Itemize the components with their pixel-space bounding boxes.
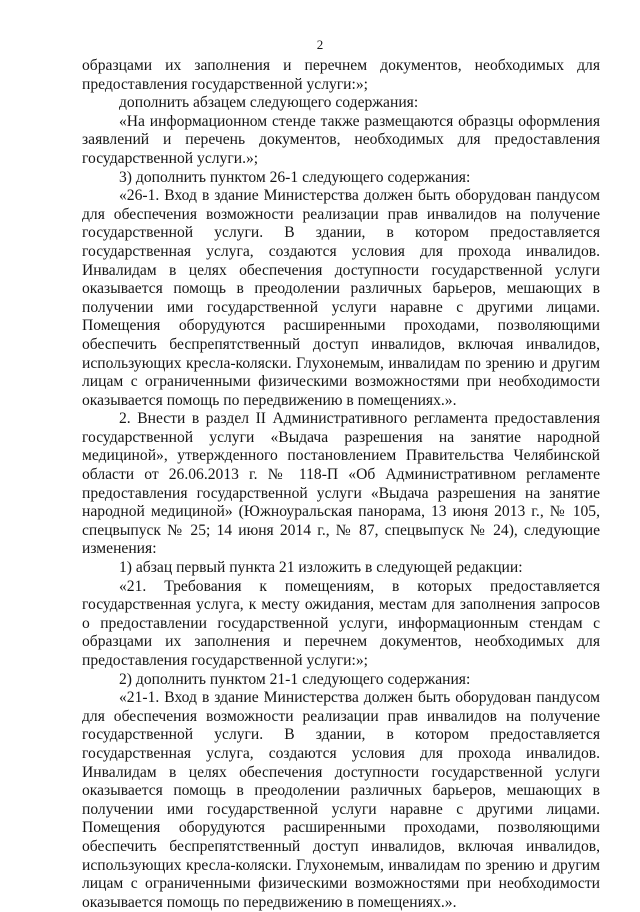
paragraph: «26-1. Вход в здание Министерства должен быть оборудован пандусом для обеспечения возможности реализации прав инвалидов на получение государственной услуги. В здании, в котором предоставляется государственная услуга, создаются условия для прохода инвалидов. Инвалидам в целях обеспечения доступности государственной услуги оказывается помощь в преодолении различных барьеров, мешающих в получении ими государственной услуги наравне с другими лицами. Помещения оборудуются расширенными проходами, позволяющими обеспечить беспрепятственный доступ инвалидов, включая инвалидов, использующих кресла-коляски. Глухонемым, инвалидам по зрению и другим лицам с ограниченными физическими возможностями при необходимости оказывается помощь по передвижению в помещениях.».	[82, 187, 600, 409]
paragraph: 2. Внести в раздел II Административного регламента предоставления государственной услуги «Выдача разрешения на занятие народной медициной», утвержденного постановлением Правительства Челябинской области от 26.06.2013 г. № 118-П «Об Административном регламенте предоставления государственной услуги «Выдача разрешения на занятие народной медициной» (Южноуральская панорама, 13 июня 2013 г., № 105, спецвыпуск № 25; 14 июня 2014 г., № 87, спецвыпуск № 24), следующие изменения:	[82, 410, 600, 558]
paragraph: 1) абзац первый пункта 21 изложить в следующей редакции:	[119, 559, 523, 577]
paragraph: 2) дополнить пунктом 21-1 следующего содержания:	[119, 670, 471, 688]
page-number: 2	[316, 37, 324, 52]
paragraph: 3) дополнить пунктом 26-1 следующего содержания:	[119, 168, 471, 186]
paragraph: «21. Требования к помещениям, в которых предоставляется государственная услуга, к месту ожидания, местам для заполнения запросов о предоставлении государственной услуги, информационным стендам с образцами их заполнения и перечнем документов, необходимых для предоставления государственной услуги:»;	[82, 577, 600, 669]
paragraph: «21-1. Вход в здание Министерства должен быть оборудован пандусом для обеспечения возможности реализации прав инвалидов на получение государственной услуги. В здании, в котором предоставляется государственная услуга, создаются условия для прохода инвалидов. Инвалидам в целях обеспечения доступности государственной услуги оказывается помощь в преодолении различных барьеров, мешающих в получении ими государственной услуги наравне с другими лицами. Помещения оборудуются расширенными проходами, позволяющими обеспечить беспрепятственный доступ инвалидов, включая инвалидов, использующих кресла-коляски. Глухонемым, инвалидам по зрению и другим лицам с ограниченными физическими возможностями при необходимости оказывается помощь по передвижению в помещениях.».	[82, 689, 600, 911]
document-body	[82, 57, 600, 912]
paragraph: «На информационном стенде также размещаются образцы оформления заявлений и перечень документов, необходимых для предоставления государственной услуги.»;	[82, 112, 600, 167]
paragraph: образцами их заполнения и перечнем документов, необходимых для предоставления государственной услуги:»;	[82, 57, 600, 93]
paragraph: дополнить абзацем следующего содержания:	[119, 94, 419, 112]
